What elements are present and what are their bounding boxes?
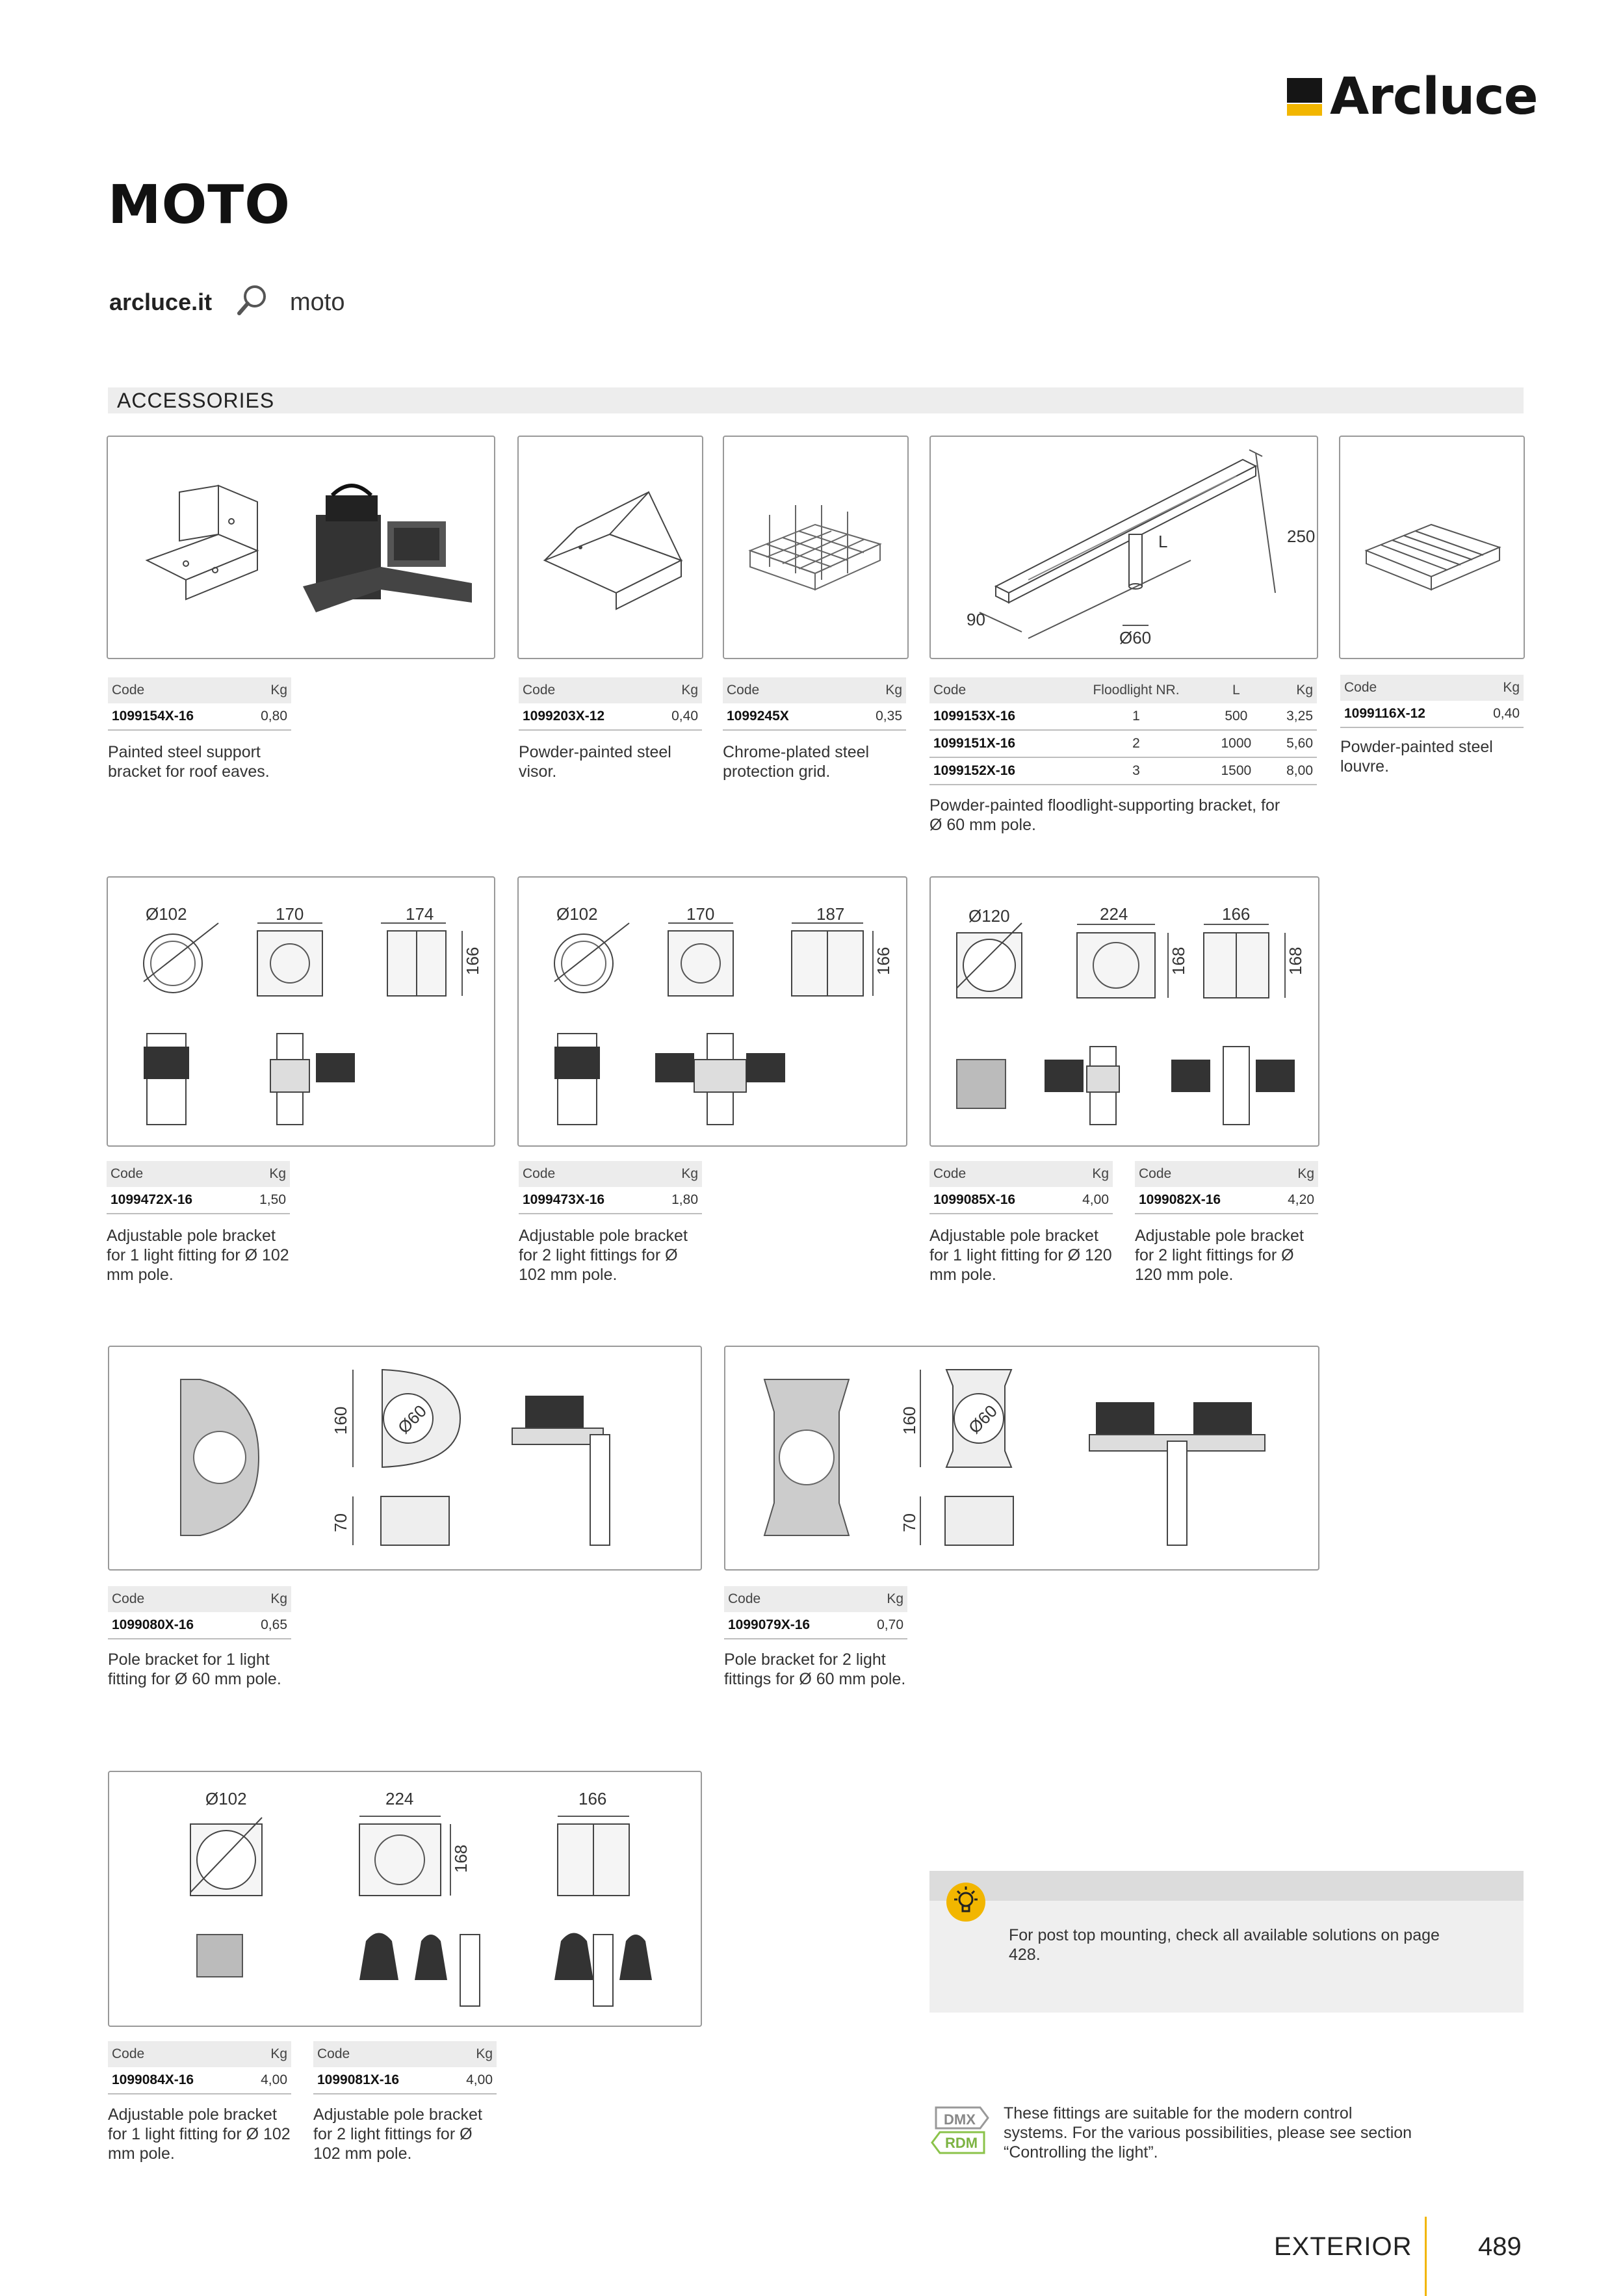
spec-table-1099116X-12: Code Kg 1099116X-12 0,40: [1340, 675, 1524, 728]
svg-text:168: 168: [451, 1844, 471, 1873]
footer-divider: [1425, 2217, 1427, 2296]
image-pole-bracket-102-adjustable: [108, 1771, 702, 2027]
spec-table-1099084X-16: Code Kg 1099084X-16 4,00: [108, 2041, 291, 2094]
description: Powder-painted steel visor.: [519, 743, 671, 781]
image-pole-bracket-120: [929, 876, 1319, 1147]
image-pole-bracket-60-single: [108, 1346, 702, 1571]
description: Adjustable pole bracket for 1 light fitting for Ø 120 mm pole.: [929, 1227, 1112, 1284]
spec-table-1099472X-16: Code Kg 1099472X-16 1,50: [107, 1161, 290, 1214]
spec-table-1099081X-16: Code Kg 1099081X-16 4,00: [313, 2041, 497, 2094]
spec-table-1099082X-16: Code Kg 1099082X-16 4,20: [1135, 1161, 1318, 1214]
description: Pole bracket for 2 light fittings for Ø 60 mm pole.: [724, 1650, 906, 1688]
svg-text:166: 166: [578, 1789, 607, 1808]
image-louvre: [1339, 436, 1525, 659]
page-number: 489: [1478, 2232, 1522, 2261]
image-protection-grid: [723, 436, 909, 659]
table-row: 1099152X-16 3 1500 8,00: [929, 757, 1317, 785]
table-row: 1099082X-16 4,20: [1135, 1187, 1318, 1214]
description: Painted steel support bracket for roof eaves.: [108, 743, 270, 781]
table-row: 1099084X-16 4,00: [108, 2067, 291, 2094]
search-icon: [235, 282, 270, 317]
svg-text:Ø60: Ø60: [965, 1401, 1002, 1438]
dim-d102: Ø102: [146, 904, 187, 924]
image-roof-bracket: [107, 436, 495, 659]
dim-d120: Ø120: [968, 906, 1010, 926]
search-keyword: moto: [290, 289, 345, 316]
svg-text:Ø102: Ø102: [556, 904, 598, 924]
dim-d60: Ø60: [1119, 628, 1152, 647]
description: Adjustable pole bracket for 2 light fittings for Ø 102 mm pole.: [313, 2106, 482, 2163]
svg-text:70: 70: [900, 1513, 919, 1532]
description: Adjustable pole bracket for 2 light fittings for Ø 120 mm pole.: [1135, 1227, 1304, 1284]
dmx-rdm-icon: [931, 2105, 989, 2156]
brand-logo-mark: [1287, 78, 1322, 116]
spec-table-1099245X: Code Kg 1099245X 0,35: [723, 677, 906, 731]
svg-text:166: 166: [874, 946, 893, 975]
table-row: 1099080X-16 0,65: [108, 1612, 291, 1639]
table-row: 1099116X-12 0,40: [1340, 701, 1524, 727]
dim-170: 170: [276, 904, 304, 924]
table-row: 1099151X-16 2 1000 5,60: [929, 730, 1317, 757]
table-row: 1099245X 0,35: [723, 703, 906, 730]
col-code: Code: [108, 677, 240, 703]
section-header: [108, 387, 1524, 413]
dim-168: 168: [1169, 946, 1188, 975]
spec-table-1099473X-16: Code Kg 1099473X-16 1,80: [519, 1161, 702, 1214]
spec-table-1099085X-16: Code Kg 1099085X-16 4,00: [929, 1161, 1113, 1214]
section-title: ACCESSORIES: [117, 389, 275, 412]
spec-table-floodlight-bracket: Code Floodlight NR. L Kg 1099153X-16 1 500 3,25 1099151X-16 2 1000 5,60 1099152X-16 3 1500 8,00: [929, 677, 1317, 785]
image-pole-bracket-60-double: [724, 1346, 1319, 1571]
spec-table-1099203X-12: Code Kg 1099203X-12 0,40: [519, 677, 702, 731]
spec-table-1099154X-16: [108, 677, 291, 731]
description: Powder-painted steel louvre.: [1340, 738, 1493, 776]
dim-224: 224: [1100, 904, 1128, 924]
lightbulb-icon: [945, 1881, 987, 1923]
table-row: 1099203X-12 0,40: [519, 703, 702, 730]
table-row: 1099085X-16 4,00: [929, 1187, 1113, 1214]
image-floodlight-bracket: [929, 436, 1318, 659]
dim-l: L: [1158, 532, 1168, 551]
dim-160: 160: [331, 1406, 350, 1435]
dim-174: 174: [406, 904, 434, 924]
table-row: 1099473X-16 1,80: [519, 1187, 702, 1214]
dim-166: 166: [463, 946, 482, 975]
image-pole-bracket-102-double: [517, 876, 907, 1147]
page-title: MOTO: [108, 174, 291, 236]
spec-table-1099080X-16: Code Kg 1099080X-16 0,65: [108, 1586, 291, 1639]
table-row: 1099081X-16 4,00: [313, 2067, 497, 2094]
dim-250: 250: [1287, 527, 1316, 546]
svg-text:187: 187: [816, 904, 845, 924]
description: Adjustable pole bracket for 1 light fitting for Ø 102 mm pole.: [108, 2106, 291, 2163]
dim-70: 70: [331, 1513, 350, 1532]
col-kg: Kg: [240, 677, 291, 703]
table-row: 1099079X-16 0,70: [724, 1612, 907, 1639]
table-row: 1099154X-16 0,80: [108, 703, 291, 730]
dim-166b: 166: [1222, 904, 1251, 924]
table-row: 1099472X-16 1,50: [107, 1187, 290, 1214]
dim-d60b: Ø60: [394, 1401, 431, 1438]
svg-text:160: 160: [900, 1406, 919, 1435]
dmx-badge-bottom: RDM: [945, 2135, 978, 2151]
description: Powder-painted floodlight-supporting bracket, for Ø 60 mm pole.: [929, 796, 1280, 834]
svg-text:224: 224: [385, 1789, 414, 1808]
description: Pole bracket for 1 light fitting for Ø 60 mm pole.: [108, 1650, 281, 1688]
description: Adjustable pole bracket for 2 light fittings for Ø 102 mm pole.: [519, 1227, 688, 1284]
image-pole-bracket-102-single: [107, 876, 495, 1147]
brand-logo-text: Arcluce: [1330, 68, 1538, 126]
site-link[interactable]: arcluce.it: [109, 289, 213, 315]
footer-section: EXTERIOR: [1274, 2232, 1412, 2261]
table-row: 1099153X-16 1 500 3,25: [929, 703, 1317, 730]
dim-90: 90: [967, 610, 985, 629]
description: Adjustable pole bracket for 1 light fitting for Ø 102 mm pole.: [107, 1227, 289, 1284]
svg-text:Ø102: Ø102: [205, 1789, 247, 1808]
svg-text:168: 168: [1286, 946, 1305, 975]
description: Chrome-plated steel protection grid.: [723, 743, 870, 781]
spec-table-1099079X-16: Code Kg 1099079X-16 0,70: [724, 1586, 907, 1639]
dmx-note-text: These fittings are suitable for the modern control systems. For the various possibilities, please see section “Controlling the light”.: [1004, 2104, 1412, 2161]
post-top-note-text: For post top mounting, check all available solutions on page 428.: [1009, 1926, 1440, 1964]
svg-text:170: 170: [686, 904, 715, 924]
image-visor: [517, 436, 703, 659]
dmx-badge-top: DMX: [944, 2111, 976, 2128]
